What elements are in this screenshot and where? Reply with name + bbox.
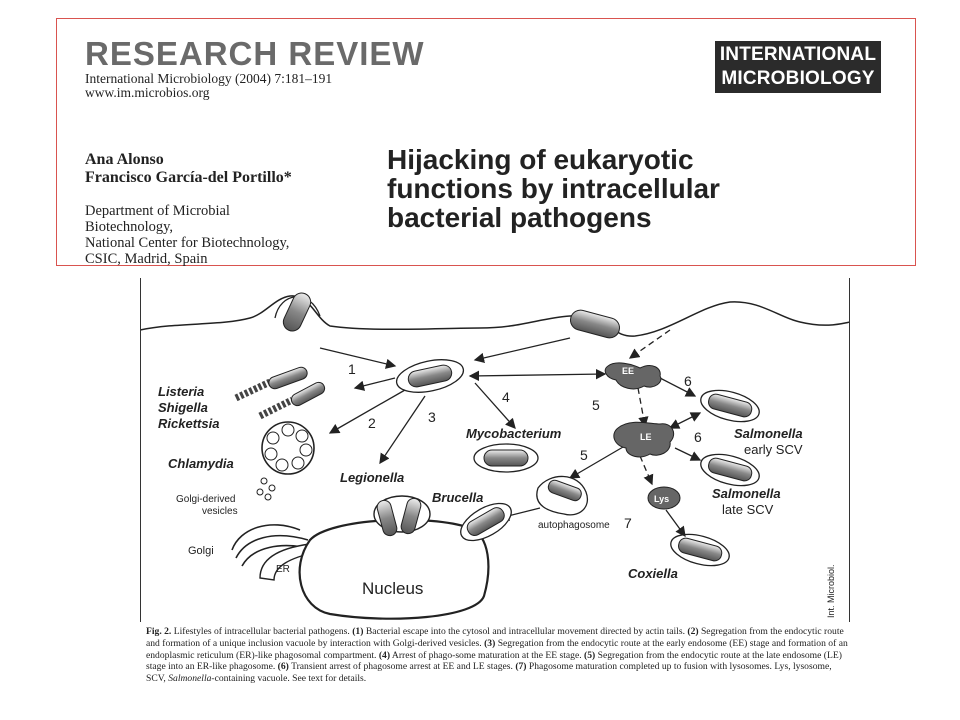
affiliation-line-4: CSIC, Madrid, Spain (85, 251, 208, 267)
step-number-3: 3 (428, 409, 436, 425)
article-header (56, 18, 916, 266)
journal-url[interactable]: www.im.microbios.org (85, 85, 210, 100)
label-golgi: Golgi (188, 545, 214, 557)
label-salmonella-late: Salmonella (712, 486, 781, 501)
label-mycobacterium: Mycobacterium (466, 426, 562, 441)
step-number-1: 1 (348, 361, 356, 377)
caption-part-8-italic: Salmonella (168, 673, 212, 685)
author-1: Ana Alonso (85, 151, 164, 168)
label-salmonella-early: Salmonella (734, 426, 803, 441)
authors (85, 151, 292, 187)
step-number-6b: 6 (694, 429, 702, 445)
watermark: Int. Microbiol. (826, 564, 836, 618)
label-nucleus: Nucleus (362, 579, 424, 598)
section-heading: RESEARCH REVIEW (85, 35, 425, 72)
label-early-scv: early SCV (744, 442, 803, 457)
journal-citation: International Microbiology (2004) 7:181–191 (85, 71, 333, 86)
label-coxiella: Coxiella (628, 566, 678, 581)
logo-line-2: MICROBIOLOGY (721, 68, 875, 89)
label-legionella: Legionella (340, 470, 405, 485)
caption-num-7: (7) (515, 661, 527, 673)
article-title (387, 145, 887, 232)
caption-part-3: Segregation from the endocytic route at the early endosome (EE) stage and formation of an endoplasmic reticulum (ER)-like phagosomal compartment. (146, 637, 848, 661)
title-line-1: Hijacking of eukaryotic (387, 144, 694, 175)
label-golgi-vesicles-2: vesicles (202, 506, 238, 517)
label-rickettsia: Rickettsia (158, 416, 220, 431)
caption-part-2: Segregation from the endocytic route and formation of a unique inclusion vacuole by interaction with Golgi-derived vesicles. (146, 626, 844, 649)
label-listeria: Listeria (158, 384, 205, 399)
title-line-3: bacterial pathogens (387, 202, 652, 233)
caption-num-1: (1) (352, 626, 364, 637)
journal-logo (715, 41, 881, 93)
label-late-scv: late SCV (722, 502, 774, 517)
label-le: LE (640, 432, 652, 442)
caption-title: Lifestyles of intracellular bacterial pathogens. (173, 626, 350, 637)
figure-frame (140, 278, 850, 622)
label-brucella: Brucella (432, 490, 484, 505)
label-autophagosome: autophagosome (538, 520, 610, 531)
label-lys: Lys (654, 494, 670, 504)
figure-caption (146, 626, 850, 685)
step-number-5a: 5 (592, 397, 600, 413)
caption-part-8a: Lys, lysosome, SCV, (146, 661, 832, 685)
step-number-5b: 5 (580, 447, 588, 463)
label-er: ER (276, 564, 290, 575)
step-number-6a: 6 (684, 373, 692, 389)
affiliation-line-2: Biotechnology, (85, 219, 174, 235)
title-line-2: functions by intracellular (387, 173, 720, 204)
step-number-2: 2 (368, 415, 376, 431)
caption-part-7: Phagosome maturation completed up to fusion with lysosomes. (528, 661, 772, 673)
caption-num-4: (4) (378, 649, 391, 661)
caption-part-5: Segregation from the endocytic route at the late endosome (LE) stage into an ER-like phagosome. (146, 649, 842, 673)
caption-part-8b: -containing vacuole. See text for details. (211, 673, 367, 685)
caption-num-6: (6) (277, 661, 289, 673)
caption-part-1: Bacterial escape into the cytosol and intracellular movement directed by actin tails. (365, 626, 685, 637)
caption-part-4: Arrest of phago-some maturation at the EE stage. (391, 649, 582, 661)
caption-fig-label: Fig. 2. (146, 626, 172, 637)
step-number-4: 4 (502, 389, 510, 405)
caption-num-5: (5) (584, 649, 596, 661)
affiliation (85, 203, 375, 267)
affiliation-line-1: Department of Microbial (85, 203, 230, 219)
label-chlamydia: Chlamydia (168, 456, 234, 471)
caption-num-3: (3) (484, 637, 496, 649)
label-ee: EE (622, 366, 635, 376)
caption-num-2: (2) (687, 626, 699, 637)
author-2: Francisco García-del Portillo* (85, 169, 292, 186)
logo-line-1: INTERNATIONAL (719, 44, 877, 65)
label-golgi-vesicles-1: Golgi-derived (176, 494, 236, 505)
step-number-7: 7 (624, 515, 632, 531)
affiliation-line-3: National Center for Biotechnology, (85, 235, 290, 251)
caption-part-6: Transient arrest of phagosome arrest at EE and LE stages. (291, 661, 513, 673)
label-shigella: Shigella (158, 400, 208, 415)
